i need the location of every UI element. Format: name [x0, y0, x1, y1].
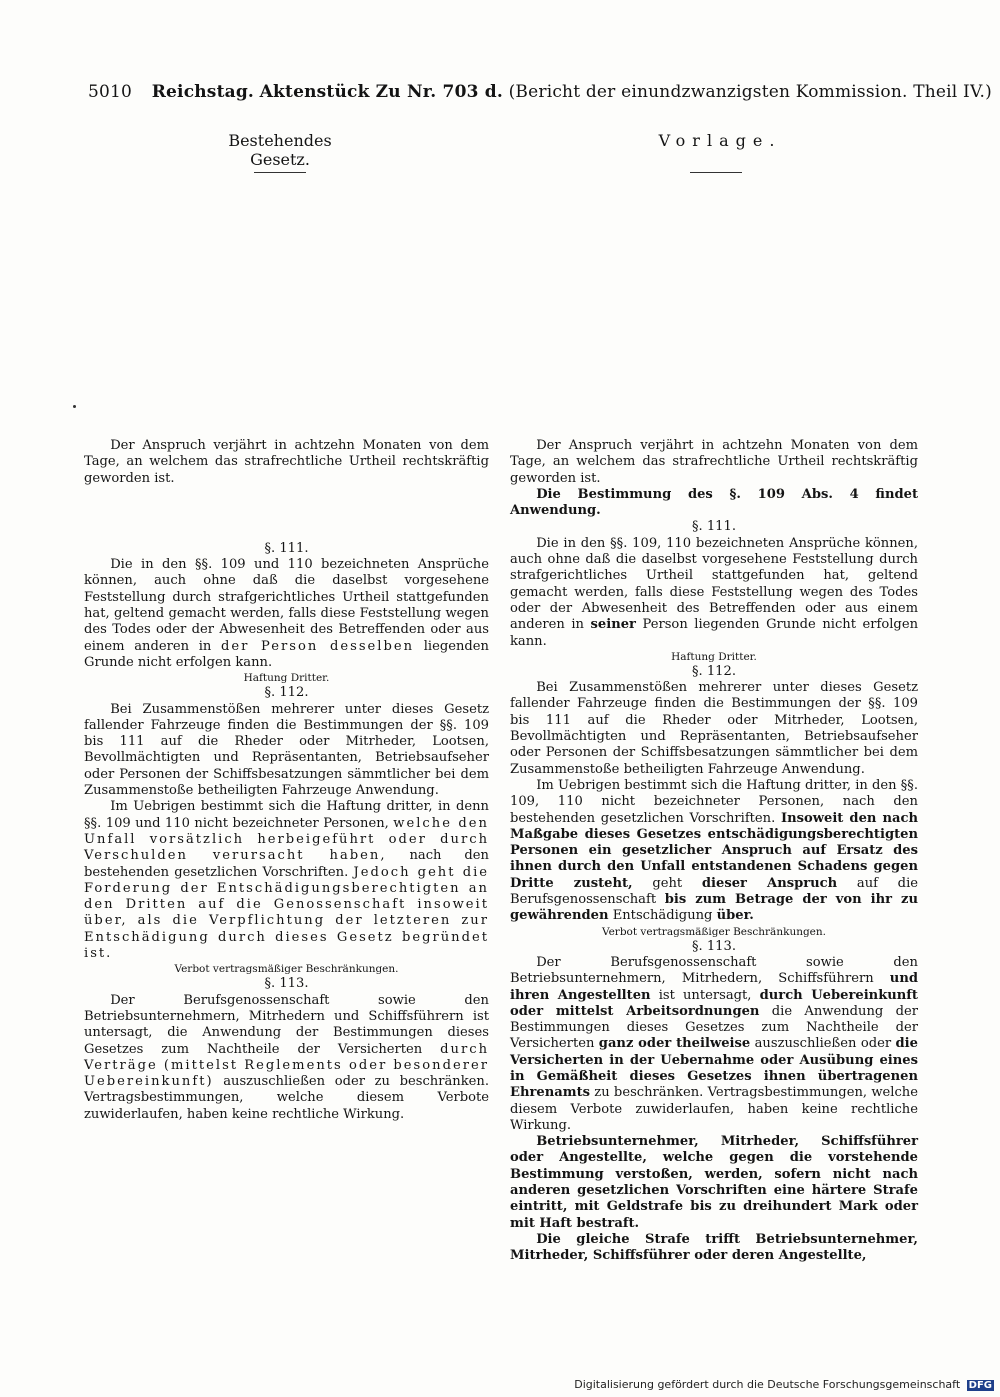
credit-text: Digitalisierung gefördert durch die Deutsche Forschungsgemeinschaft: [574, 1378, 961, 1391]
document-reference: Aktenstück Zu Nr. 703 d.: [259, 82, 503, 102]
bold-emphasis: dieser Anspruch: [701, 875, 838, 891]
part-label: Theil IV.): [913, 82, 992, 102]
paragraph: Der Anspruch verjährt in achtzehn Monaten von dem Tage, an welchem das strafrechtliche Urtheil rechtskräftig geworden ist.: [510, 438, 918, 486]
paragraph: Der Berufsgenossenschaft sowie den Betriebsunternehmern, Mitrhedern, Schiffsführern und ihren Angestellten ist untersagt, durch Uebereinkunft oder mittelst Arbeitsordnungen die Anwendung der Bestimmungen dieses Gesetzes zum Nachtheile der Versicherten ganz oder theilweise auszuschließen oder die Versicherten in der Uebernahme oder Ausübung eines in Gemäßheit dieses Gesetzes ihnen übertragenen Ehrenamts zu beschränken. Vertragsbestimmungen, welche diesem Verbote zuwiderlaufen, haben keine rechtliche Wirkung.: [510, 954, 918, 1133]
paragraph: Bei Zusammenstößen mehrerer unter dieses Gesetz fallender Fahrzeuge finden die Bestimmungen der §§. 109 bis 111 auf die Rheder oder Mitrheder, Lootsen, Bevollmächtigten und Repräsentanten, Betriebsaufseher oder Personen der Schiffsbesatzungen sämmtlicher bei dem Zusammenstoße betheiligten Fahrzeuge Anwendung.: [510, 680, 918, 777]
paragraph: Der Anspruch verjährt in achtzehn Monaten von dem Tage, an welchem das strafrechtliche Urtheil rechtskräftig geworden ist.: [84, 438, 489, 486]
subheading: Verbot vertragsmäßiger Beschränkungen.: [174, 963, 399, 976]
paragraph: Die in den §§. 109, 110 bezeichneten Ansprüche können, auch ohne daß die daselbst vorgesehene Feststellung durch strafgerichtliches Urtheil stattgefunden hat, geltend gemacht werden, falls diese Feststellung wegen des Todes oder der Abwesenheit des Betreffenden oder aus einem anderen in seiner Person liegenden Grunde nicht erfolgen kann.: [510, 535, 918, 649]
digitization-credit: [574, 1378, 994, 1391]
paragraph: Im Uebrigen bestimmt sich die Haftung dritter, in den §§. 109, 110 nicht bezeichneter Personen, nach den bestehenden gesetzlichen Vorschriften. Insoweit den nach Maßgabe dieses Gesetzes entschädigungsberechtigten Personen ein gesetzlicher Anspruch auf Ersatz des ihnen durch den Unfall entstandenen Schadens gegen Dritte zusteht, geht dieser Anspruch auf die Berufsgenossenschaft bis zum Betrage der von ihr zu gewährenden Entschädigung über.: [510, 777, 919, 924]
subheading: Verbot vertragsmäßiger Beschränkungen.: [601, 925, 827, 938]
paragraph-new: Betriebsunternehmer, Mitrheder, Schiffsführer oder Angestellte, welche gegen die vorstehende Bestimmung verstoßen, werden, sofern nicht nach anderen gesetzlichen Vorschriften eine härtere Strafe eintritt, mit Geldstrafe bis zu dreihundert Mark oder mit Haft bestraft.: [510, 1134, 918, 1231]
paragraph-new: Die gleiche Strafe trifft Betriebsunternehmer, Mitrheder, Schiffsführer oder deren Angestellte,: [510, 1231, 918, 1264]
spaced-emphasis: der Person desselben: [220, 638, 415, 654]
bold-emphasis: ganz oder theilweise: [598, 1036, 751, 1052]
bold-emphasis: über.: [716, 908, 754, 924]
right-column: [510, 438, 918, 1265]
dfg-logo: DFG: [968, 1380, 992, 1391]
section-number: §. 112.: [264, 685, 309, 701]
left-column-heading: Bestehendes Gesetz.: [228, 131, 332, 169]
section-number: §. 111.: [264, 540, 309, 556]
section-number: §. 113.: [264, 976, 309, 992]
margin-mark: [73, 405, 76, 408]
spaced-emphasis: Jedoch geht die Forderung der Entschädigungsberechtigten an den Dritten auf die Genossenschaft insoweit über, als die Verpflichtung der letzteren zur Entschädigung durch dieses Gesetz begründet ist.: [84, 864, 490, 962]
section-number: §. 111.: [691, 519, 737, 535]
page-header: [88, 82, 992, 102]
paragraph-new: Die Bestimmung des §. 109 Abs. 4 findet Anwendung.: [510, 486, 918, 519]
right-heading-rule: [690, 172, 742, 173]
subheading: Haftung Dritter.: [243, 672, 330, 685]
subheading: Haftung Dritter.: [671, 650, 757, 663]
right-column-heading: Vorlage.: [658, 131, 782, 150]
left-column: [84, 438, 489, 1123]
section-number: §. 112.: [691, 663, 737, 679]
paragraph: Im Uebrigen bestimmt sich die Haftung dritter, in denn §§. 109 und 110 nicht bezeichneter Personen, welche den Unfall vorsätzlich herbeigeführt oder durch Verschulden verursacht haben, nach den bestehenden gesetzlichen Vorschriften. Jedoch geht die Forderung der Entschädigungsberechtigten an den Dritten auf die Genossenschaft insoweit über, als die Verpflichtung der letzteren zur Entschädigung durch dieses Gesetz begründet ist.: [84, 799, 490, 962]
bold-emphasis: die Versicherten in der Uebernahme oder Ausübung eines in Gemäßheit dieses Gesetzes ihnen übertragenen Ehrenamts: [510, 1036, 918, 1101]
paragraph: Der Berufsgenossenschaft sowie den Betriebsunternehmern, Mitrhedern und Schiffsführern ist untersagt, die Anwendung der Bestimmungen dieses Gesetzes zum Nachtheile der Versicherten durch Verträge (mittelst Reglements oder besonderer Uebereinkunft) auszuschließen oder zu beschränken. Vertragsbestimmungen, welche diesem Verbote zuwiderlaufen, haben keine rechtliche Wirkung.: [84, 992, 489, 1122]
section-number: §. 113.: [691, 938, 737, 954]
bold-emphasis: seiner: [590, 617, 636, 633]
paragraph: Bei Zusammenstößen mehrerer unter dieses Gesetz fallender Fahrzeuge finden die Bestimmungen der §§. 109 bis 111 auf die Rheder oder Mitrheder, Lootsen, Bevollmächtigten und Repräsentanten, Betriebsaufseher oder Personen der Schiffsbesatzungen sämmtlicher bei dem Zusammenstoße betheiligten Fahrzeuge Anwendung.: [84, 701, 489, 799]
bold-emphasis: und ihren Angestellten: [510, 971, 918, 1003]
spaced-emphasis: durch Verträge (mittelst Reglements oder besonderer Uebereinkunft): [84, 1041, 489, 1090]
report-title: (Bericht der einundzwanzigsten Kommission.: [508, 82, 908, 102]
spaced-emphasis: welche den Unfall vorsätzlich herbeigeführt oder durch Verschulden verursacht haben,: [84, 815, 489, 864]
left-heading-rule: [254, 172, 306, 173]
bold-emphasis: Insoweit den nach Maßgabe dieses Gesetzes entschädigungsberechtigten Personen ein gesetzlicher Anspruch auf Ersatz des ihnen durch den Unfall entstandenen Schadens gegen Dritte zusteht,: [510, 810, 919, 891]
paragraph: Die in den §§. 109 und 110 bezeichneten Ansprüche können, auch ohne daß die daselbst vorgesehene Feststellung durch strafgerichtliches Urtheil stattgefunden hat, geltend gemacht werden, falls diese Feststellung wegen des Todes oder der Abwesenheit des Betreffenden oder aus einem anderen in der Person desselben liegenden Grunde nicht erfolgen kann.: [84, 557, 489, 670]
page-number: 5010: [88, 82, 133, 102]
bold-emphasis: bis zum Betrage der von ihr zu gewährenden: [510, 892, 918, 924]
bold-emphasis: durch Uebereinkunft oder mittelst Arbeitsordnungen: [510, 987, 918, 1019]
journal-name: Reichstag.: [151, 82, 255, 102]
